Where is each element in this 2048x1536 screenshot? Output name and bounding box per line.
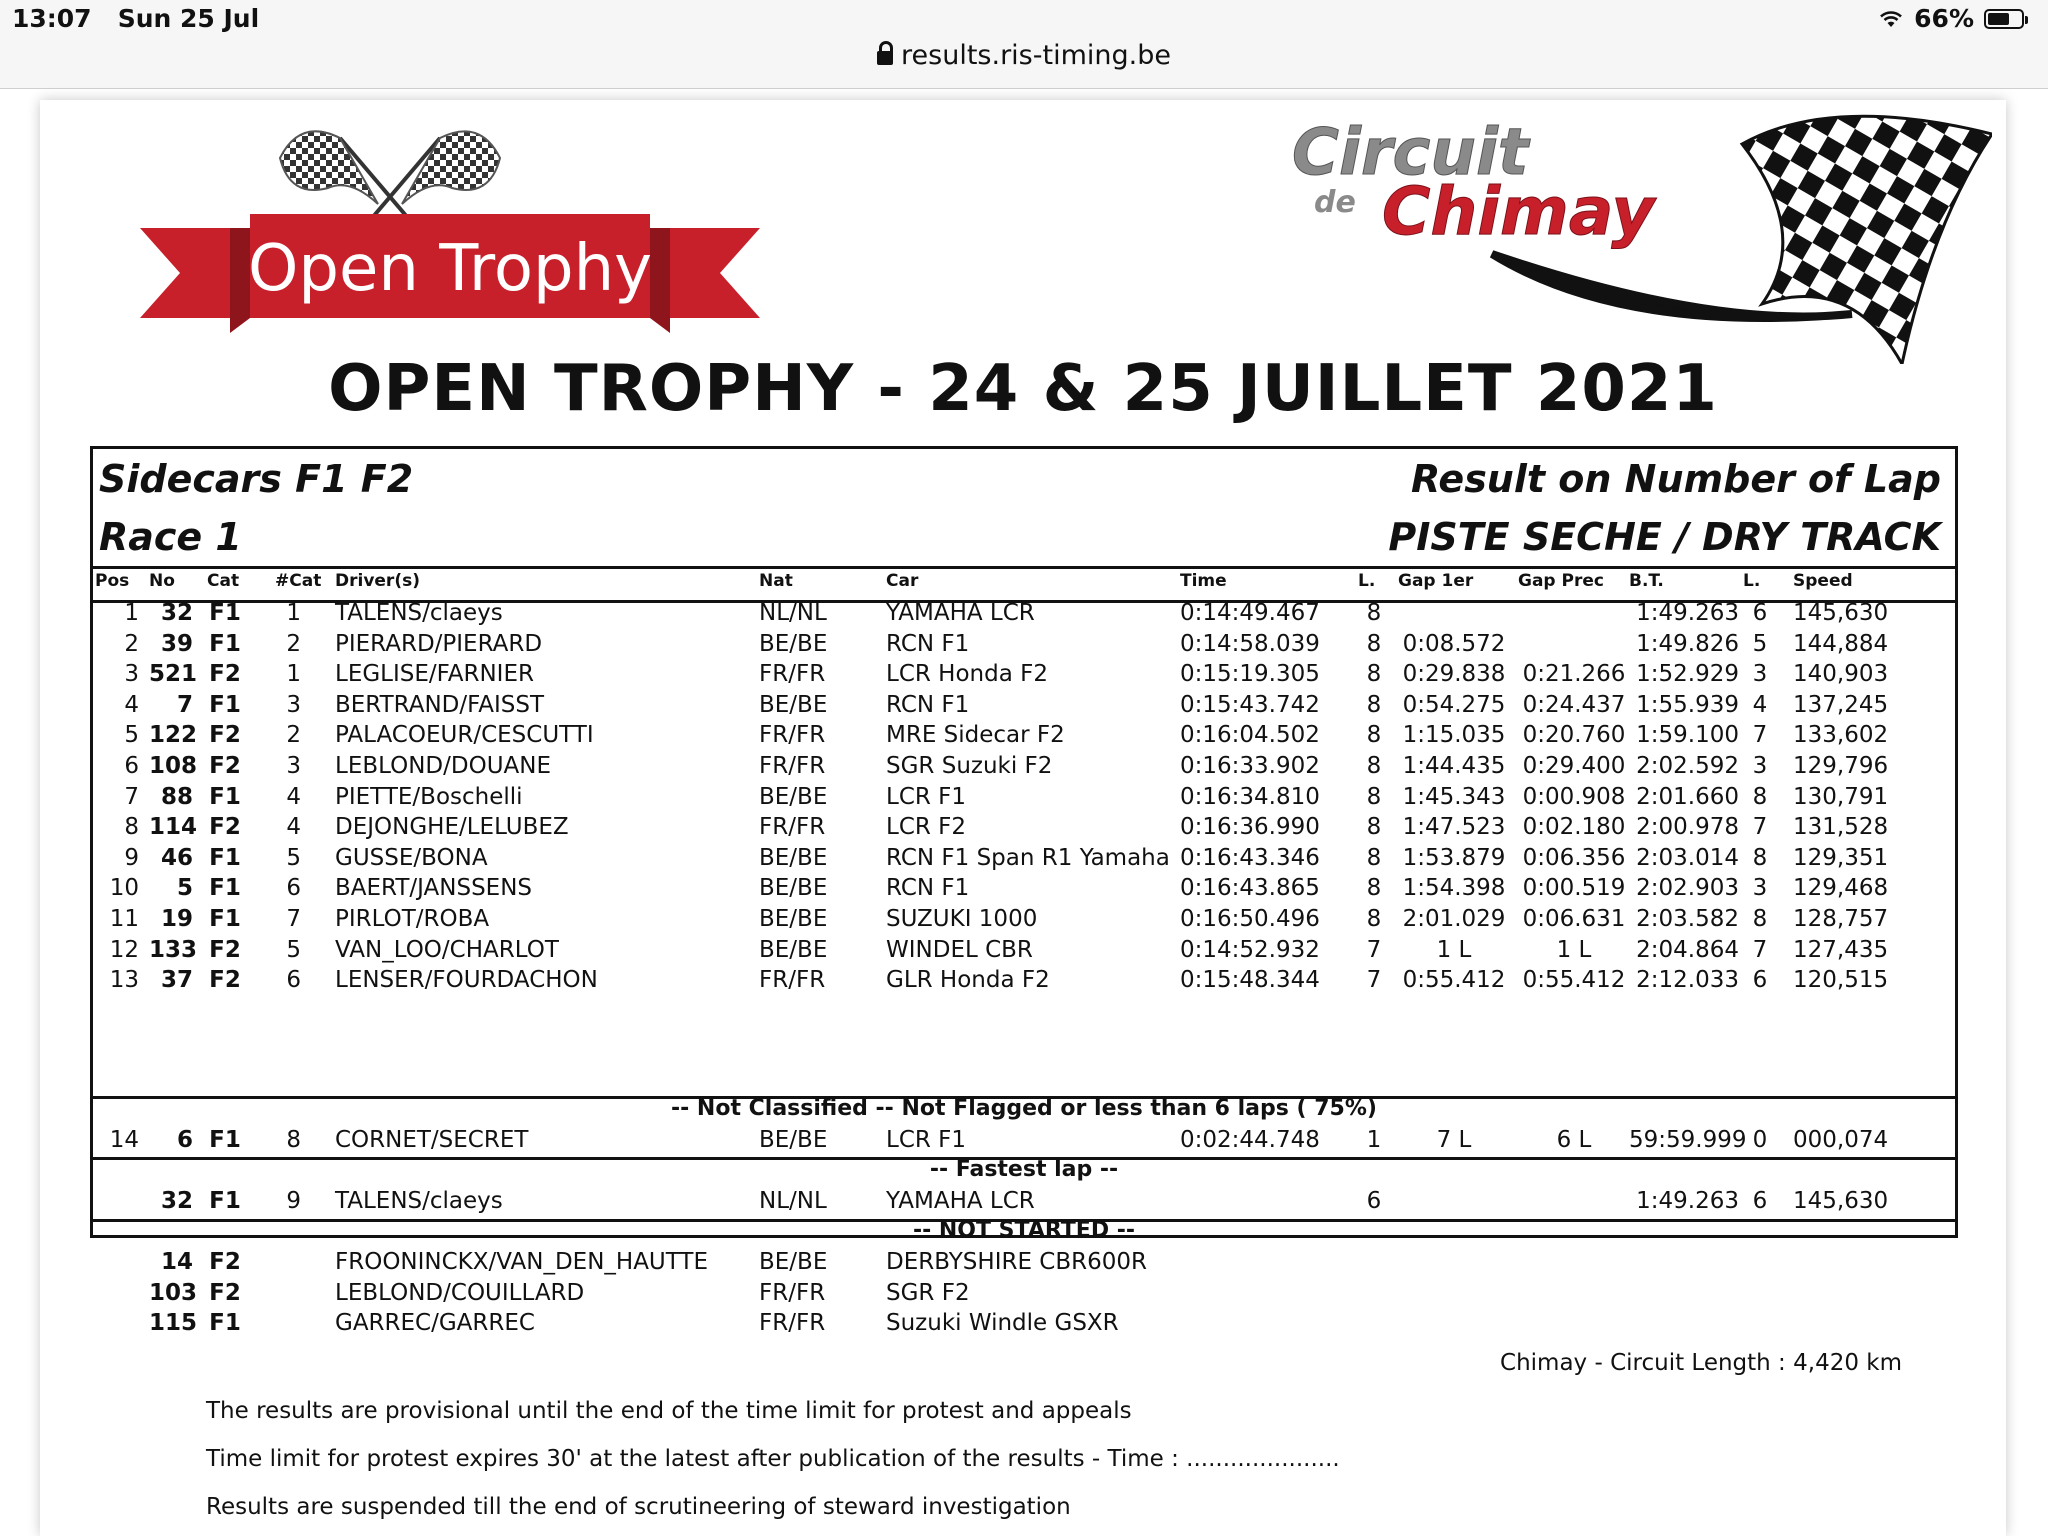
result-cell-gapprec: 0:24.437 <box>1522 691 1626 718</box>
result-cell-time: 0:16:43.865 <box>1180 875 1320 902</box>
result-cell-no: 133 <box>149 936 198 963</box>
result-cell-btlap: 8 <box>1752 783 1768 810</box>
result-cell-btlap: 5 <box>1752 630 1768 657</box>
section-label: -- Not Classified -- Not Flagged or less than 6 laps ( 75%) <box>671 1096 1377 1121</box>
result-cell-gapprec: 6 L <box>1556 1127 1592 1153</box>
result-cell-nat: BE/BE <box>759 844 828 871</box>
result-cell-speed: 144,884 <box>1793 630 1889 657</box>
result-cell-btlap: 7 <box>1752 722 1768 749</box>
result-cell-drivers: GUSSE/BONA <box>335 844 488 871</box>
logo-chimay-text: Chimay <box>1382 173 1655 250</box>
result-cell-nat: BE/BE <box>759 691 828 718</box>
result-cell-speed: 000,074 <box>1793 1127 1889 1153</box>
result-cell-ncat: 8 <box>286 1127 301 1153</box>
race-name: Race 1 <box>99 515 242 559</box>
result-cell-time: 0:16:33.902 <box>1180 753 1320 779</box>
result-cell-pos: 4 <box>124 691 139 718</box>
result-cell-no: 39 <box>160 630 193 657</box>
result-cell-laps: 8 <box>1366 661 1382 688</box>
battery-icon <box>1984 9 2024 29</box>
open-trophy-logo-text: Open Trophy <box>247 232 653 306</box>
result-cell-pos: 9 <box>124 844 139 871</box>
column-header: L. <box>1358 571 1376 591</box>
logo-de-text: de <box>1314 185 1356 220</box>
result-cell-bt: 1:49.263 <box>1636 1188 1739 1214</box>
result-cell-btlap: 7 <box>1752 936 1768 963</box>
column-header: Pos <box>95 571 130 591</box>
result-cell-gap1: 0:55.412 <box>1402 967 1506 994</box>
result-cell-drivers: PIERARD/PIERARD <box>335 630 543 657</box>
result-cell-ncat: 5 <box>286 844 301 871</box>
result-cell-cat: F1 <box>209 844 241 871</box>
result-cell-car: GLR Honda F2 <box>886 967 1050 994</box>
result-cell-drivers: PIRLOT/ROBA <box>335 906 490 932</box>
result-cell-speed: 129,468 <box>1793 875 1889 902</box>
result-cell-gapprec: 0:00.519 <box>1522 875 1626 902</box>
result-cell-speed: 137,245 <box>1793 691 1889 718</box>
result-cell-car: LCR Honda F2 <box>886 661 1048 688</box>
result-cell-btlap: 6 <box>1752 967 1768 994</box>
result-cell-cat: F2 <box>209 967 241 994</box>
result-cell-laps: 8 <box>1366 814 1382 841</box>
result-cell-drivers: LEGLISE/FARNIER <box>335 661 534 688</box>
result-cell-no: 114 <box>149 814 198 841</box>
result-cell-gap1: 1:15.035 <box>1402 722 1506 749</box>
result-cell-nat: FR/FR <box>759 722 826 749</box>
result-cell-drivers: GARREC/GARREC <box>335 1310 535 1337</box>
result-cell-laps: 8 <box>1366 906 1382 932</box>
result-cell-drivers: BERTRAND/FAISST <box>335 691 544 718</box>
result-cell-car: LCR F1 <box>886 1127 967 1153</box>
result-cell-gapprec: 1 L <box>1556 936 1592 963</box>
class-name: Sidecars F1 F2 <box>99 457 414 501</box>
result-cell-no: 46 <box>160 844 193 871</box>
result-cell-btlap: 0 <box>1752 1127 1768 1153</box>
result-cell-drivers: LEBLOND/DOUANE <box>335 753 552 779</box>
result-cell-drivers: LENSER/FOURDACHON <box>335 967 598 994</box>
result-cell-bt: 2:00.978 <box>1636 814 1739 841</box>
result-cell-gap1: 0:08.572 <box>1402 630 1506 657</box>
result-cell-no: 7 <box>176 691 193 718</box>
result-cell-time: 0:15:48.344 <box>1180 967 1320 994</box>
result-cell-no: 14 <box>160 1249 193 1275</box>
result-cell-time: 0:14:58.039 <box>1180 630 1320 657</box>
result-cell-car: Suzuki Windle GSXR <box>886 1310 1119 1337</box>
result-cell-no: 19 <box>160 906 193 932</box>
result-cell-bt: 2:12.033 <box>1636 967 1739 994</box>
result-cell-drivers: PALACOEUR/CESCUTTI <box>335 722 594 749</box>
result-cell-drivers: CORNET/SECRET <box>335 1127 529 1153</box>
result-cell-time: 0:15:19.305 <box>1180 661 1320 688</box>
column-header: Driver(s) <box>335 571 420 591</box>
result-cell-ncat: 1 <box>286 600 301 626</box>
result-cell-speed: 133,602 <box>1793 722 1889 749</box>
result-cell-ncat: 6 <box>286 967 301 994</box>
result-cell-btlap: 7 <box>1752 814 1768 841</box>
result-cell-laps: 1 <box>1366 1127 1382 1153</box>
status-time-date <box>12 4 259 33</box>
result-cell-nat: NL/NL <box>759 600 827 626</box>
result-cell-drivers: TALENS/claeys <box>335 600 503 626</box>
result-cell-btlap: 6 <box>1752 600 1768 626</box>
result-cell-nat: BE/BE <box>759 906 828 932</box>
result-cell-time: 0:16:50.496 <box>1180 906 1320 932</box>
result-type: Result on Number of Lap <box>1411 457 1941 501</box>
footnote-protest-limit: Time limit for protest expires 30' at the latest after publication of the results - Time : ..................... <box>206 1446 1340 1472</box>
result-cell-car: DERBYSHIRE CBR600R <box>886 1249 1147 1275</box>
circuit-length: Chimay - Circuit Length : 4,420 km <box>1500 1350 1902 1376</box>
result-cell-bt: 2:02.592 <box>1636 753 1739 779</box>
result-cell-gap1: 1:47.523 <box>1402 814 1506 841</box>
result-cell-cat: F1 <box>209 1127 241 1153</box>
footnote-suspended: Results are suspended till the end of scrutineering of steward investigation <box>206 1494 1071 1520</box>
result-cell-cat: F1 <box>209 906 241 932</box>
result-cell-drivers: BAERT/JANSSENS <box>335 875 533 902</box>
result-cell-nat: FR/FR <box>759 1310 826 1337</box>
result-cell-no: 32 <box>160 600 193 626</box>
result-cell-cat: F1 <box>209 875 241 902</box>
result-cell-laps: 8 <box>1366 875 1382 902</box>
result-cell-time: 0:14:52.932 <box>1180 936 1320 963</box>
status-date: Sun 25 Jul <box>117 4 260 33</box>
result-cell-laps: 8 <box>1366 691 1382 718</box>
result-cell-time: 0:02:44.748 <box>1180 1127 1320 1153</box>
result-cell-pos: 2 <box>124 630 139 657</box>
result-cell-speed: 131,528 <box>1793 814 1889 841</box>
result-cell-bt: 59:59.999 <box>1629 1127 1747 1153</box>
result-cell-cat: F1 <box>209 1188 241 1214</box>
result-cell-nat: BE/BE <box>759 1249 828 1275</box>
result-cell-bt: 1:59.100 <box>1636 722 1739 749</box>
result-cell-ncat: 6 <box>286 875 301 902</box>
result-cell-pos: 10 <box>109 875 139 902</box>
result-cell-bt: 1:49.826 <box>1636 630 1739 657</box>
result-cell-gap1: 1 L <box>1436 936 1472 963</box>
result-cell-speed: 130,791 <box>1793 783 1889 810</box>
result-cell-laps: 7 <box>1366 967 1382 994</box>
result-cell-pos: 1 <box>124 600 139 626</box>
result-cell-speed: 129,796 <box>1793 753 1889 779</box>
result-cell-gap1: 1:45.343 <box>1402 783 1506 810</box>
result-cell-time: 0:16:04.502 <box>1180 722 1320 749</box>
result-cell-btlap: 8 <box>1752 906 1768 932</box>
section-label: -- NOT STARTED -- <box>912 1218 1136 1243</box>
result-cell-nat: FR/FR <box>759 1279 826 1306</box>
result-cell-car: MRE Sidecar F2 <box>886 722 1065 749</box>
column-header: No <box>149 571 175 591</box>
result-cell-gapprec: 0:02.180 <box>1522 814 1626 841</box>
result-cell-car: WINDEL CBR <box>886 936 1033 963</box>
result-cell-btlap: 8 <box>1752 844 1768 871</box>
result-cell-car: SGR Suzuki F2 <box>886 753 1053 779</box>
circuit-chimay-logo <box>1292 104 1992 364</box>
result-cell-ncat: 3 <box>286 753 301 779</box>
column-header: B.T. <box>1629 571 1664 591</box>
result-cell-ncat: 4 <box>286 814 301 841</box>
result-cell-nat: FR/FR <box>759 814 826 841</box>
result-cell-speed: 128,757 <box>1793 906 1889 932</box>
status-indicators <box>1878 4 2024 33</box>
result-cell-ncat: 4 <box>286 783 301 810</box>
result-cell-speed: 120,515 <box>1793 967 1889 994</box>
result-cell-drivers: PIETTE/Boschelli <box>335 783 523 810</box>
result-cell-no: 32 <box>160 1188 193 1214</box>
result-cell-drivers: LEBLOND/COUILLARD <box>335 1279 585 1306</box>
result-cell-laps: 8 <box>1366 630 1382 657</box>
column-header: Gap 1er <box>1398 571 1474 591</box>
result-cell-gapprec: 0:29.400 <box>1522 753 1626 779</box>
result-cell-speed: 140,903 <box>1793 661 1889 688</box>
result-cell-cat: F2 <box>209 753 241 779</box>
result-cell-drivers: DEJONGHE/LELUBEZ <box>335 814 569 841</box>
result-cell-bt: 2:01.660 <box>1636 783 1739 810</box>
url-text: results.ris-timing.be <box>901 40 1171 71</box>
result-cell-speed: 145,630 <box>1793 1188 1889 1214</box>
column-header: Speed <box>1793 571 1853 591</box>
result-cell-pos: 5 <box>124 722 139 749</box>
result-cell-gapprec: 0:55.412 <box>1522 967 1626 994</box>
result-cell-cat: F2 <box>209 661 241 688</box>
logo-circuit-text: Circuit <box>1292 116 1529 190</box>
result-cell-btlap: 3 <box>1752 753 1768 779</box>
result-cell-ncat: 2 <box>286 722 301 749</box>
result-cell-laps: 8 <box>1366 600 1382 626</box>
address-bar[interactable] <box>0 40 2048 71</box>
result-cell-speed: 127,435 <box>1793 936 1889 963</box>
result-cell-laps: 6 <box>1366 1188 1382 1214</box>
result-cell-nat: BE/BE <box>759 1127 828 1153</box>
result-cell-laps: 8 <box>1366 722 1382 749</box>
result-cell-cat: F1 <box>209 783 241 810</box>
result-cell-cat: F1 <box>209 691 241 718</box>
battery-fill <box>1988 13 2009 25</box>
result-cell-ncat: 2 <box>286 630 301 657</box>
result-cell-nat: FR/FR <box>759 967 826 994</box>
result-cell-no: 6 <box>176 1127 193 1153</box>
result-cell-nat: BE/BE <box>759 783 828 810</box>
event-title: OPEN TROPHY - 24 & 25 JUILLET 2021 <box>328 352 1718 426</box>
result-cell-gapprec: 0:21.266 <box>1522 661 1626 688</box>
result-cell-ncat: 5 <box>286 936 301 963</box>
result-cell-ncat: 7 <box>286 906 301 932</box>
result-cell-drivers: VAN_LOO/CHARLOT <box>335 936 559 963</box>
result-cell-btlap: 4 <box>1752 691 1768 718</box>
result-cell-bt: 2:04.864 <box>1636 936 1739 963</box>
results-table <box>90 446 1958 1337</box>
result-cell-car: LCR F1 <box>886 783 967 810</box>
result-cell-cat: F2 <box>209 814 241 841</box>
result-cell-gap1: 0:54.275 <box>1402 691 1506 718</box>
result-cell-time: 0:14:49.467 <box>1180 600 1320 626</box>
column-header: Car <box>886 571 919 591</box>
result-cell-nat: BE/BE <box>759 875 828 902</box>
result-cell-cat: F2 <box>209 936 241 963</box>
browser-status-bar <box>0 0 2048 89</box>
result-cell-bt: 1:55.939 <box>1636 691 1739 718</box>
result-cell-no: 521 <box>149 661 198 688</box>
open-trophy-logo <box>140 118 760 348</box>
result-cell-nat: FR/FR <box>759 753 826 779</box>
result-cell-no: 5 <box>176 875 193 902</box>
result-cell-no: 103 <box>149 1279 198 1306</box>
result-cell-time: 0:16:36.990 <box>1180 814 1320 841</box>
column-header: Nat <box>759 571 793 591</box>
result-cell-cat: F1 <box>209 1310 241 1337</box>
result-cell-gapprec: 0:06.631 <box>1522 906 1626 932</box>
result-cell-laps: 7 <box>1366 936 1382 963</box>
result-cell-bt: 2:02.903 <box>1636 875 1739 902</box>
result-cell-bt: 2:03.014 <box>1636 844 1739 871</box>
column-header: Gap Prec <box>1518 571 1604 591</box>
result-cell-speed: 129,351 <box>1793 844 1889 871</box>
result-cell-nat: BE/BE <box>759 630 828 657</box>
result-cell-gapprec: 0:06.356 <box>1522 844 1626 871</box>
result-cell-no: 37 <box>160 967 193 994</box>
result-cell-gapprec: 0:20.760 <box>1522 722 1626 749</box>
result-cell-cat: F2 <box>209 1249 241 1275</box>
result-cell-ncat: 3 <box>286 691 301 718</box>
result-cell-pos: 11 <box>109 906 139 932</box>
result-cell-pos: 6 <box>124 753 139 779</box>
result-cell-btlap: 3 <box>1752 875 1768 902</box>
battery-percent: 66% <box>1914 4 1974 33</box>
result-cell-car: YAMAHA LCR <box>886 1188 1035 1214</box>
result-cell-time: 0:15:43.742 <box>1180 691 1320 718</box>
footnote-provisional: The results are provisional until the end of the time limit for protest and appeals <box>206 1398 1132 1424</box>
results-document <box>40 100 2006 1536</box>
result-cell-no: 122 <box>149 722 198 749</box>
result-cell-nat: NL/NL <box>759 1188 827 1214</box>
result-cell-no: 108 <box>149 753 198 779</box>
result-cell-btlap: 6 <box>1752 1188 1768 1214</box>
result-cell-cat: F1 <box>209 600 241 626</box>
result-cell-nat: FR/FR <box>759 661 826 688</box>
result-cell-ncat: 9 <box>286 1188 301 1214</box>
result-cell-car: RCN F1 <box>886 630 970 657</box>
result-cell-no: 88 <box>160 783 193 810</box>
result-cell-car: SGR F2 <box>886 1279 970 1306</box>
result-cell-car: RCN F1 <box>886 691 970 718</box>
result-cell-gap1: 1:54.398 <box>1402 875 1506 902</box>
header-divider <box>93 566 1955 569</box>
result-cell-gap1: 2:01.029 <box>1402 906 1506 932</box>
result-cell-car: RCN F1 <box>886 875 970 902</box>
result-cell-cat: F2 <box>209 722 241 749</box>
result-cell-nat: BE/BE <box>759 936 828 963</box>
result-cell-gap1: 1:53.879 <box>1402 844 1506 871</box>
result-cell-speed: 145,630 <box>1793 600 1889 626</box>
result-cell-bt: 2:03.582 <box>1636 906 1739 932</box>
result-cell-bt: 1:49.263 <box>1636 600 1739 626</box>
result-cell-car: RCN F1 Span R1 Yamaha <box>886 844 1170 871</box>
result-cell-pos: 3 <box>124 661 139 688</box>
result-cell-car: LCR F2 <box>886 814 967 841</box>
result-cell-cat: F1 <box>209 630 241 657</box>
result-cell-pos: 14 <box>109 1127 139 1153</box>
result-cell-no: 115 <box>149 1310 198 1337</box>
track-condition: PISTE SECHE / DRY TRACK <box>1388 515 1941 559</box>
result-cell-pos: 8 <box>124 814 139 841</box>
result-cell-gap1: 1:44.435 <box>1402 753 1506 779</box>
wifi-icon <box>1878 9 1904 29</box>
result-cell-laps: 8 <box>1366 844 1382 871</box>
result-cell-bt: 1:52.929 <box>1636 661 1739 688</box>
section-label: -- Fastest lap -- <box>929 1157 1119 1182</box>
column-header: L. <box>1743 571 1761 591</box>
result-cell-time: 0:16:34.810 <box>1180 783 1320 810</box>
result-cell-time: 0:16:43.346 <box>1180 844 1320 871</box>
result-cell-gap1: 7 L <box>1436 1127 1472 1153</box>
result-cell-car: SUZUKI 1000 <box>886 906 1038 932</box>
result-cell-pos: 7 <box>124 783 139 810</box>
result-cell-btlap: 3 <box>1752 661 1768 688</box>
result-cell-drivers: TALENS/claeys <box>335 1188 503 1214</box>
result-cell-pos: 12 <box>109 936 139 963</box>
result-cell-drivers: FROONINCKX/VAN_DEN_HAUTTE <box>335 1249 708 1275</box>
column-header: #Cat <box>275 571 322 591</box>
status-time: 13:07 <box>12 4 92 33</box>
result-cell-laps: 8 <box>1366 753 1382 779</box>
column-header: Cat <box>207 571 240 591</box>
result-cell-car: YAMAHA LCR <box>886 600 1035 626</box>
result-cell-pos: 13 <box>109 967 139 994</box>
result-cell-laps: 8 <box>1366 783 1382 810</box>
result-cell-ncat: 1 <box>286 661 301 688</box>
result-cell-gapprec: 0:00.908 <box>1522 783 1626 810</box>
column-header: Time <box>1180 571 1227 591</box>
lock-icon <box>877 51 893 65</box>
result-cell-gap1: 0:29.838 <box>1402 661 1506 688</box>
result-cell-cat: F2 <box>209 1279 241 1306</box>
